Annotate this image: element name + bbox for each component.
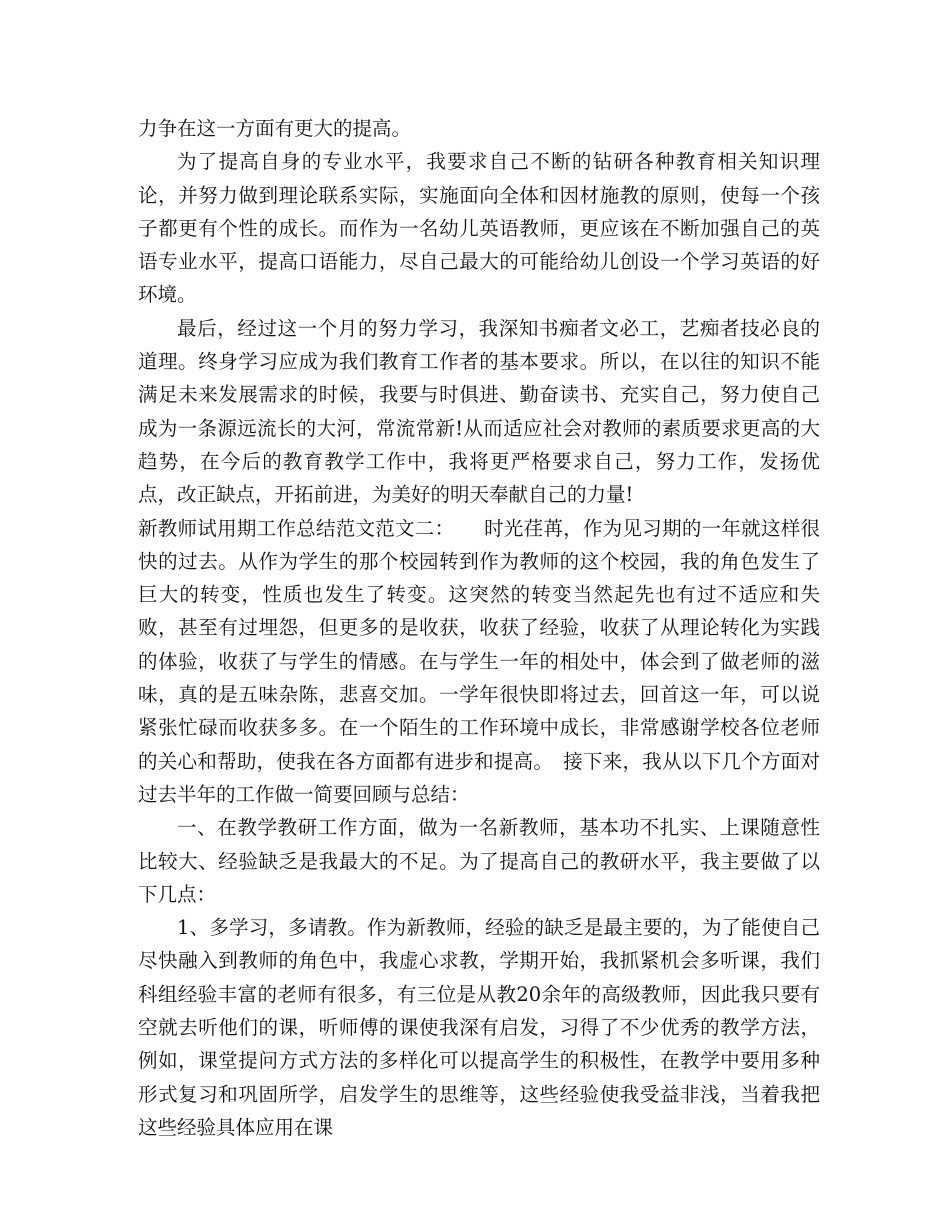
- paragraph: 一、在教学教研工作方面，做为一名新教师，基本功不扎实、上课随意性比较大、经验缺乏是我最大的不足。为了提高自己的教研水平，我主要做了以下几点：: [138, 816, 820, 906]
- paragraph: 力争在这一方面有更大的提高。: [138, 117, 412, 140]
- paragraph: 1、多学习，多请教。作为新教师，经验的缺乏是最主要的，为了能使自己尽快融入到教师的角色中，我虚心求教，学期开始，我抓紧机会多听课，我们科组经验丰富的老师有很多，有三位是从教20余年的高级教师，因此我只要有空就去听他们的课，听师傅的课使我深有启发，习得了不少优秀的教学方法，例如，课堂提问方式方法的多样化可以提高学生的积极性，在教学中要用多种形式复习和巩固所学，启发学生的思维等，这些经验使我受益非浅，当着我把这些经验具体应用在课: [138, 916, 820, 1139]
- paragraph: 新教师试用期工作总结范文范文二： 时光荏苒，作为见习期的一年就这样很快的过去。从作为学生的那个校园转到作为教师的这个校园，我的角色发生了巨大的转变，性质也发生了转变。这突然的转变当然起先也有过不适应和失败，甚至有过埋怨，但更多的是收获，收获了经验，收获了从理论转化为实践的体验，收获了与学生的情感。在与学生一年的相处中，体会到了做老师的滋味，真的是五味杂陈，悲喜交加。一学年很快即将过去，回首这一年，可以说紧张忙碌而收获多多。在一个陌生的工作环境中成长，非常感谢学校各位老师的关心和帮助，使我在各方面都有进步和提高。 接下来，我从以下几个方面对过去半年的工作做一简要回顾与总结：: [138, 516, 820, 806]
- paragraph: 为了提高自身的专业水平，我要求自己不断的钻研各种教育相关知识理论，并努力做到理论联系实际，实施面向全体和因材施教的原则，使每一个孩子都更有个性的成长。而作为一名幼儿英语教师，更应该在不断加强自己的英语专业水平，提高口语能力，尽自己最大的可能给幼儿创设一个学习英语的好环境。: [138, 150, 820, 307]
- document-body: [138, 112, 820, 1144]
- paragraph: 最后，经过这一个月的努力学习，我深知书痴者文必工，艺痴者技必良的道理。终身学习应成为我们教育工作者的基本要求。所以，在以往的知识不能满足未来发展需求的时候，我要与时俱进、勤奋读书、充实自己，努力使自己成为一条源远流长的大河，常流常新!从而适应社会对教师的素质要求更高的大趋势，在今后的教育教学工作中，我将更严格要求自己，努力工作，发扬优点，改正缺点，开拓前进，为美好的明天奉献自己的力量!: [138, 316, 820, 507]
